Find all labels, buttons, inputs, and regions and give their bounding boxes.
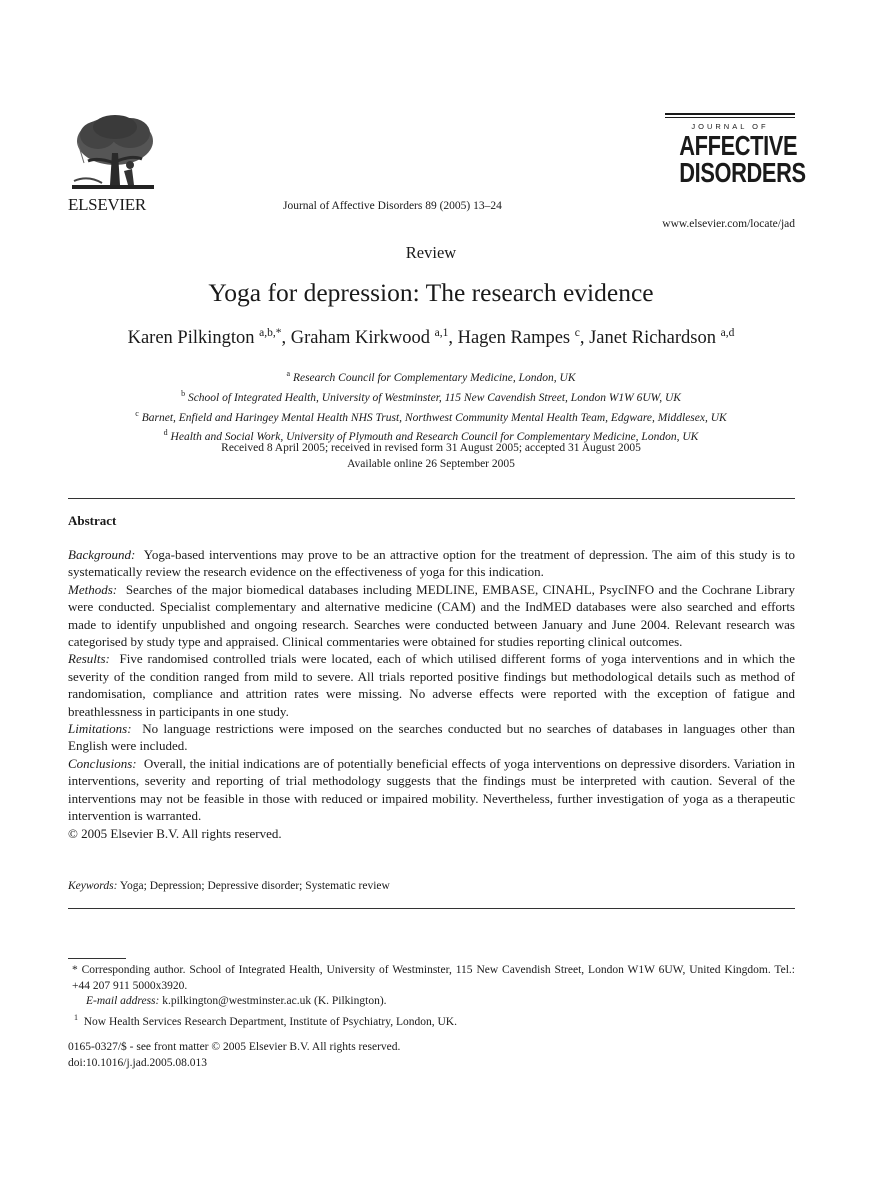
email-note — [68, 994, 795, 1010]
affil-mark: c — [135, 408, 139, 418]
author-name: Karen Pilkington — [127, 328, 255, 349]
divider — [68, 908, 795, 909]
journal-citation: Journal of Affective Disorders 89 (2005) 13–24 — [283, 200, 502, 212]
article-dates — [0, 440, 862, 472]
abstract-body — [68, 546, 795, 842]
section-label: Limitations: — [68, 721, 132, 737]
section-text: Searches of the major biomedical databases including MEDLINE, EMBASE, CINAHL, PsycINFO and the Cochrane Library were conducted. Specialist complementary and alternative medicine (CAM) and the IndMED databases were also searched and efforts made to identify unpublished and ongoing research. Searches were conducted between January and June 2004. Relevant research was categorised by study type and appraised. Clinical commentaries were obtained for studies reporting clinical outcomes. — [68, 581, 795, 650]
abstract-limitations — [68, 720, 795, 755]
abstract-methods — [68, 581, 795, 651]
section-text: Overall, the initial indications are of potentially beneficial effects of yoga interventions on depressive disorders. Variation in interventions, severity and reporting of trial methodology suggests that the findings must be interpreted with caution. Several of the interventions may not be feasible in those with reduced or impaired mobility. Nevertheless, further investigation of yoga as a therapeutic intervention is warranted. — [68, 755, 796, 824]
section-label: Conclusions: — [68, 755, 137, 771]
affil-text: School of Integrated Health, University of Westminster, 115 New Cavendish Street, London W1W 6UW, UK — [187, 391, 681, 404]
divider — [68, 498, 795, 499]
author-list: Karen Pilkington $^{a,b,*}$, Graham Kirkwood $^{a,1}$, Hagen Rampes $^c$, Janet Richardson $^{a,d}$ — [127, 327, 735, 349]
footnote-text: Now Health Services Research Department, Institute of Psychiatry, London, UK. — [83, 1015, 457, 1028]
author-name: Graham Kirkwood — [290, 328, 430, 349]
keywords-text: Yoga; Depression; Depressive disorder; Systematic review — [119, 880, 390, 892]
section-label: Methods: — [68, 581, 118, 597]
abstract-heading: Abstract — [68, 513, 117, 528]
logo-rule — [665, 117, 795, 118]
affil-mark: b — [181, 388, 186, 398]
footnote-rule — [68, 958, 126, 959]
author-name: Hagen Rampes — [457, 328, 571, 349]
affil-text: Research Council for Complementary Medicine, London, UK — [292, 371, 576, 384]
publisher-name: ELSEVIER — [68, 195, 146, 214]
affiliation — [0, 386, 862, 406]
front-matter — [68, 1040, 400, 1071]
author-affil-mark: a,d — [720, 327, 735, 339]
article-type: Review — [405, 243, 457, 262]
logo-top-text: JOURNAL OF — [691, 122, 769, 131]
affiliations — [0, 366, 862, 445]
section-label: Background: — [68, 547, 136, 562]
section-text: Five randomised controlled trials were located, each of which utilised different forms of yoga interventions and in which the severity of the condition ranged from mild to severe. All trials reported positive findings but methodological details such as method of randomisation, compliance and attrition rates were missing. No adverse effects were reported with the exception of fatigue and breathlessness in participants in one study. — [68, 651, 795, 719]
footnote-1 — [68, 1010, 795, 1030]
available-date: Available online 26 September 2005 — [347, 458, 515, 470]
author-affil-mark: a,b,* — [259, 327, 282, 339]
affil-mark: a — [286, 369, 291, 378]
received-dates: Received 8 April 2005; received in revised form 31 August 2005; accepted 31 August 2005 — [221, 442, 641, 454]
doi-line[interactable]: doi:10.1016/j.jad.2005.08.013 — [68, 1056, 207, 1069]
journal-url[interactable]: www.elsevier.com/locate/jad — [662, 218, 795, 230]
abstract-copyright: © 2005 Elsevier B.V. All rights reserved. — [68, 825, 282, 841]
author-name: Janet Richardson — [589, 328, 717, 349]
keywords-label: Keywords: — [68, 880, 118, 892]
section-text: No language restrictions were imposed on the searches conducted but no searches of databases in languages other than English were included. — [68, 721, 796, 754]
section-text: Yoga-based interventions may prove to be an attractive option for the treatment of depression. The aim of this study is to systematically review the research evidence on the effectiveness of yoga for this indication. — [68, 547, 795, 580]
keywords — [68, 880, 390, 892]
email-address[interactable]: k.pilkington@westminster.ac.uk (K. Pilkington). — [162, 995, 387, 1007]
journal-header — [68, 113, 806, 233]
affil-mark: d — [163, 428, 168, 438]
affil-text: Health and Social Work, University of Plymouth and Research Council for Complementary Medicine, London, UK — [170, 431, 699, 444]
affil-text: Barnet, Enfield and Haringey Mental Health NHS Trust, Northwest Community Mental Health Team, Edgware, Middlesex, UK — [141, 411, 727, 424]
issn-line: 0165-0327/$ - see front matter © 2005 Elsevier B.V. All rights reserved. — [68, 1041, 401, 1053]
affiliation — [0, 366, 862, 386]
author-affil-mark: c — [574, 327, 580, 339]
corresponding-author-note: * Corresponding author. School of Integrated Health, University of Westminster, 115 New Cavendish Street, London W1W 6UW, United Kingdom. Tel.: +44 207 911 5000x3920. — [72, 964, 795, 992]
affiliation — [0, 406, 862, 426]
abstract-background — [68, 546, 795, 581]
abstract-conclusions — [68, 755, 795, 825]
email-label: E-mail address: — [86, 995, 160, 1007]
section-label: Results: — [68, 651, 110, 667]
logo-word-affective: AFFECTIVE — [679, 130, 798, 161]
abstract-results — [68, 650, 795, 720]
author-affil-mark: a,1 — [434, 327, 449, 339]
journal-logo — [665, 113, 806, 188]
logo-word-disorders: DISORDERS — [679, 157, 806, 188]
footnotes — [68, 963, 795, 1030]
footnote-mark: 1 — [74, 1012, 78, 1022]
logo-rule — [665, 113, 795, 115]
article-title: Yoga for depression: The research evidence — [208, 278, 654, 307]
